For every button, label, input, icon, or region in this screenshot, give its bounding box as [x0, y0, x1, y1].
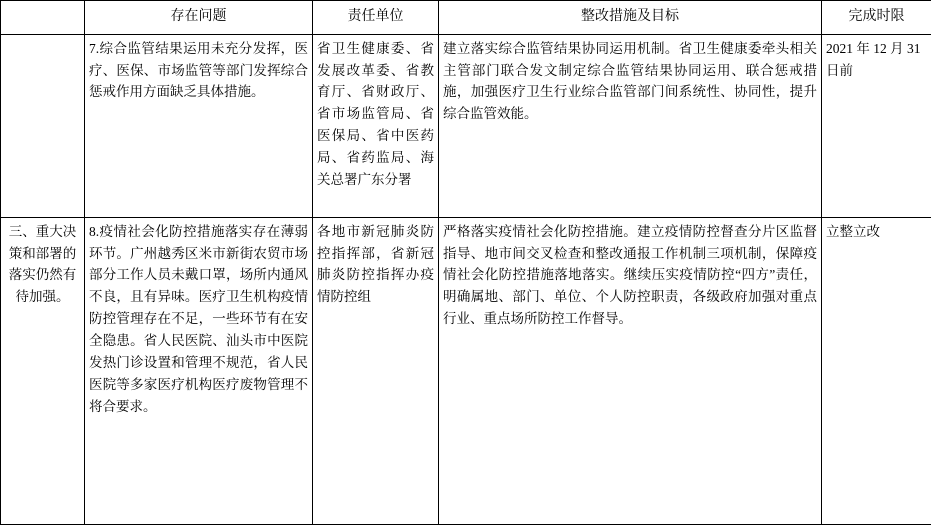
row-deadline-cell: 立整立改	[822, 217, 931, 524]
row-category-cell: 三、重大决策和部署的落实仍然有待加强。	[1, 217, 85, 524]
row-measure-cell: 建立落实综合监管结果协同运用机制。省卫生健康委牵头相关主管部门联合发文制定综合监管结果协同运用、联合惩戒措施，加强医疗卫生行业综合监管部门间系统性、协同性，提升综合监管效能。	[439, 34, 822, 217]
row-unit-cell: 各地市新冠肺炎防控指挥部，省新冠肺炎防控指挥办疫情防控组	[313, 217, 439, 524]
row-measure-cell: 严格落实疫情社会化防控措施。建立疫情防控督查分片区监督指导、地市间交叉检查和整改通报工作机制三项机制，保障疫情社会化防控措施落地落实。继续压实疫情防控“四方”责任，明确属地、部门、单位、个人防控职责，各级政府加强对重点行业、重点场所防控工作督导。	[439, 217, 822, 524]
column-header-category	[1, 1, 85, 35]
table-row	[1, 34, 931, 217]
column-header-unit: 责任单位	[313, 1, 439, 35]
column-header-deadline: 完成时限	[822, 1, 931, 35]
row-problem-cell: 7.综合监管结果运用未充分发挥，医疗、医保、市场监管等部门发挥综合惩戒作用方面缺乏具体措施。	[85, 34, 313, 217]
column-header-measure: 整改措施及目标	[439, 1, 822, 35]
row-category-cell	[1, 34, 85, 217]
row-deadline-cell: 2021 年 12 月 31 日前	[822, 34, 931, 217]
column-header-problem: 存在问题	[85, 1, 313, 35]
row-unit-cell: 省卫生健康委、省发展改革委、省教育厅、省财政厅、省市场监管局、省医保局、省中医药局、省药监局、海关总署广东分署	[313, 34, 439, 217]
table-header-row	[1, 1, 931, 35]
table-row	[1, 217, 931, 524]
row-problem-cell: 8.疫情社会化防控措施落实存在薄弱环节。广州越秀区米市新街农贸市场部分工作人员未戴口罩，场所内通风不良，且有异味。医疗卫生机构疫情防控管理存在不足，一些环节有在安全隐患。省人民医院、汕头市中医院发热门诊设置和管理不规范，省人民医院等多家医疗机构医疗废物管理不将合要求。	[85, 217, 313, 524]
